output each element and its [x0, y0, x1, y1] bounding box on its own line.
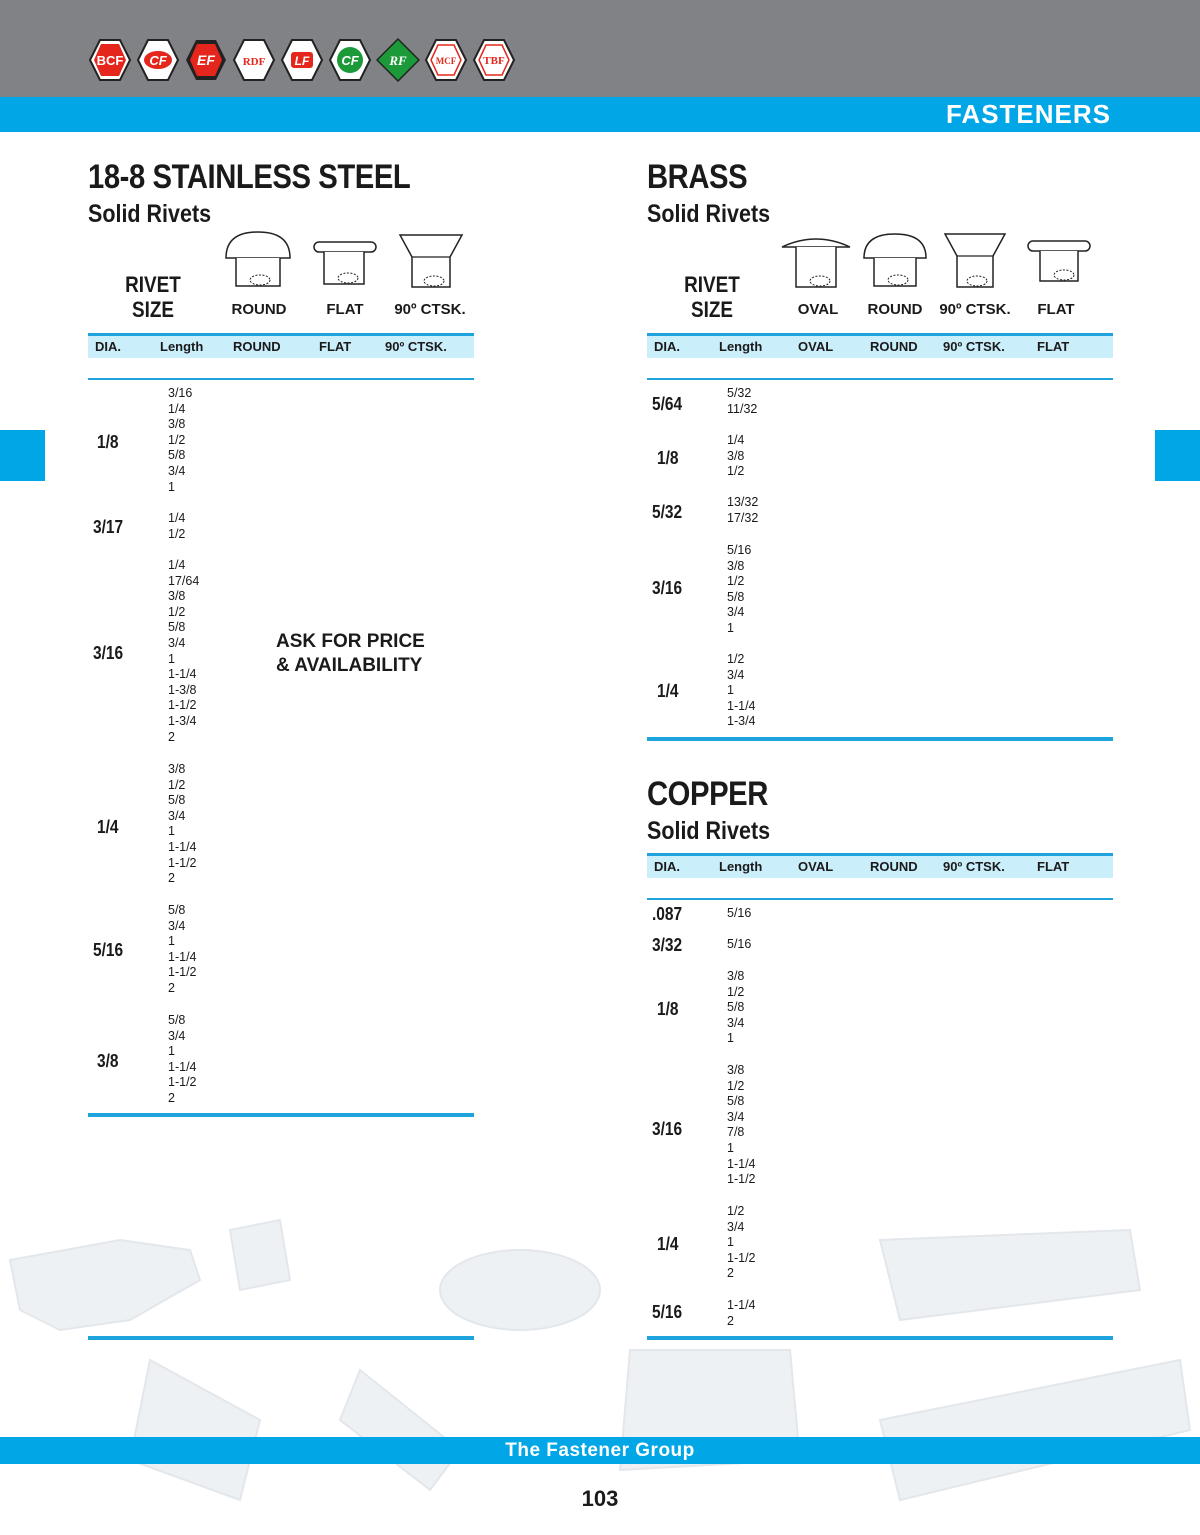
dia-value: 3/16	[93, 643, 124, 663]
col-ctsk: 90º CTSK.	[385, 339, 447, 354]
length-list: 1/2 3/4 1 1-1/4 1-3/4	[727, 652, 756, 729]
flat-head-rivet-icon	[1026, 239, 1092, 287]
logo-mcf	[424, 38, 468, 82]
flat-head-rivet-icon	[312, 240, 378, 288]
length-list: 1-1/4 2	[727, 1298, 756, 1328]
logo-lf	[280, 38, 324, 82]
svg-text:BCF: BCF	[96, 53, 124, 68]
dia-value: 5/16	[93, 940, 124, 960]
oval-head-rivet-icon	[780, 235, 852, 291]
logo-tbf	[472, 38, 516, 82]
dia-value: 3/17	[93, 517, 124, 537]
length-list: 3/8 1/2 5/8 3/4 7/8 1 1-1/4 1-1/2	[727, 1063, 756, 1187]
round-head-rivet-icon	[224, 230, 292, 290]
col-round: ROUND	[870, 339, 918, 354]
length-list: 5/16	[727, 937, 752, 951]
stainless-subtitle: Solid Rivets	[88, 200, 212, 228]
logo-rf	[376, 38, 420, 82]
icon-label-round: ROUND	[231, 301, 287, 318]
dia-value: 1/8	[657, 448, 679, 468]
logo-cf-green	[328, 38, 372, 82]
table-bottom-border	[647, 737, 1113, 741]
power-tools-watermark	[0, 1200, 1200, 1535]
logo-cf-red	[136, 38, 180, 82]
length-list: 1/4 1/2	[168, 511, 186, 541]
brass-subtitle: Solid Rivets	[647, 200, 771, 228]
col-flat: FLAT	[1037, 859, 1070, 874]
stainless-table-header	[88, 333, 474, 358]
logo-ef	[184, 38, 228, 82]
countersunk-rivet-icon	[398, 233, 464, 289]
icon-label-round: ROUND	[867, 301, 923, 318]
length-list: 1/2 3/4 1 1-1/2 2	[727, 1204, 756, 1281]
svg-text:RF: RF	[389, 53, 407, 68]
brass-table-header	[647, 333, 1113, 358]
col-length: Length	[719, 859, 763, 874]
rivet-size-label	[119, 272, 188, 322]
dia-value: 5/16	[652, 1302, 683, 1322]
copper-subtitle: Solid Rivets	[647, 817, 771, 845]
length-list: 5/16	[727, 906, 752, 920]
length-list: 13/32 17/32	[727, 495, 759, 525]
col-oval: OVAL	[798, 859, 834, 874]
table-divider	[647, 378, 1113, 380]
col-ctsk: 90º CTSK.	[943, 859, 1005, 874]
copper-title: COPPER	[647, 775, 768, 813]
icon-label-flat: FLAT	[326, 301, 364, 318]
col-dia: DIA.	[654, 859, 680, 874]
dia-value: 1/4	[657, 1234, 679, 1254]
col-length: Length	[719, 339, 763, 354]
rivet-size-line1: RIVET	[684, 272, 740, 297]
round-head-rivet-icon	[862, 232, 928, 290]
dia-value: 1/4	[97, 817, 119, 837]
table-divider	[647, 898, 1113, 900]
col-round: ROUND	[233, 339, 281, 354]
table-divider	[88, 378, 474, 380]
col-ctsk: 90º CTSK.	[943, 339, 1005, 354]
col-flat: FLAT	[319, 339, 352, 354]
dia-value: 3/8	[97, 1051, 119, 1071]
length-list: 3/8 1/2 5/8 3/4 1 1-1/4 1-1/2 2	[168, 762, 197, 886]
length-list: 5/32 11/32	[727, 386, 758, 416]
page-divider	[88, 1336, 474, 1340]
col-dia: DIA.	[654, 339, 680, 354]
stainless-title: 18-8 STAINLESS STEEL	[88, 158, 411, 196]
table-bottom-border	[647, 1336, 1113, 1340]
rivet-size-label	[678, 272, 747, 322]
dia-value: 1/4	[657, 681, 679, 701]
dia-value: 5/32	[652, 502, 683, 522]
rivet-size-line2: SIZE	[690, 297, 734, 322]
length-list: 3/16 1/4 3/8 1/2 5/8 3/4 1	[168, 386, 193, 494]
length-list: 3/8 1/2 5/8 3/4 1	[727, 969, 745, 1046]
col-flat: FLAT	[1037, 339, 1070, 354]
countersunk-rivet-icon	[943, 232, 1007, 290]
svg-text:RDF: RDF	[242, 56, 266, 68]
svg-text:CF: CF	[341, 53, 359, 68]
col-length: Length	[160, 339, 204, 354]
logo-rdf	[232, 38, 276, 82]
table-bottom-border	[88, 1113, 474, 1117]
col-round: ROUND	[870, 859, 918, 874]
length-list: 1/4 17/64 3/8 1/2 5/8 3/4 1 1-1/4 1-3/8 1-1/2 1-3/4 2	[168, 558, 200, 744]
logo-bcf	[88, 38, 132, 82]
length-list: 5/16 3/8 1/2 5/8 3/4 1	[727, 543, 752, 635]
col-oval: OVAL	[798, 339, 834, 354]
svg-text:MCF: MCF	[435, 56, 457, 66]
length-list: 1/4 3/8 1/2	[727, 433, 745, 479]
price-note-line1: ASK FOR PRICE	[276, 631, 425, 652]
section-title: FASTENERS	[945, 99, 1111, 129]
brand-logos	[88, 38, 516, 82]
dia-value: 1/8	[97, 432, 119, 452]
side-tab-left	[0, 430, 45, 481]
svg-text:CF: CF	[149, 53, 167, 68]
length-list: 5/8 3/4 1 1-1/4 1-1/2 2	[168, 903, 197, 995]
length-list: 5/8 3/4 1 1-1/4 1-1/2 2	[168, 1013, 197, 1105]
icon-label-ctsk: 90º CTSK.	[394, 301, 466, 318]
svg-text:EF: EF	[197, 52, 215, 68]
icon-label-flat: FLAT	[1037, 301, 1075, 318]
dia-value: .087	[652, 904, 683, 924]
col-dia: DIA.	[95, 339, 121, 354]
svg-text:LF: LF	[294, 54, 310, 68]
copper-table-header	[647, 853, 1113, 878]
page-number: 103	[581, 1486, 619, 1511]
dia-value: 3/32	[652, 935, 683, 955]
brass-title: BRASS	[647, 158, 748, 196]
dia-value: 3/16	[652, 1119, 683, 1139]
price-note-line2: & AVAILABILITY	[276, 655, 423, 676]
icon-label-oval: OVAL	[797, 301, 839, 318]
rivet-size-line1: RIVET	[125, 272, 181, 297]
dia-value: 1/8	[657, 999, 679, 1019]
price-note	[276, 630, 425, 678]
rivet-size-line2: SIZE	[131, 297, 175, 322]
dia-value: 3/16	[652, 578, 683, 598]
dia-value: 5/64	[652, 394, 683, 414]
icon-label-ctsk: 90º CTSK.	[939, 301, 1011, 318]
footer-company: The Fastener Group	[0, 1437, 1200, 1464]
side-tab-right	[1155, 430, 1200, 481]
svg-text:TBF: TBF	[483, 55, 505, 67]
